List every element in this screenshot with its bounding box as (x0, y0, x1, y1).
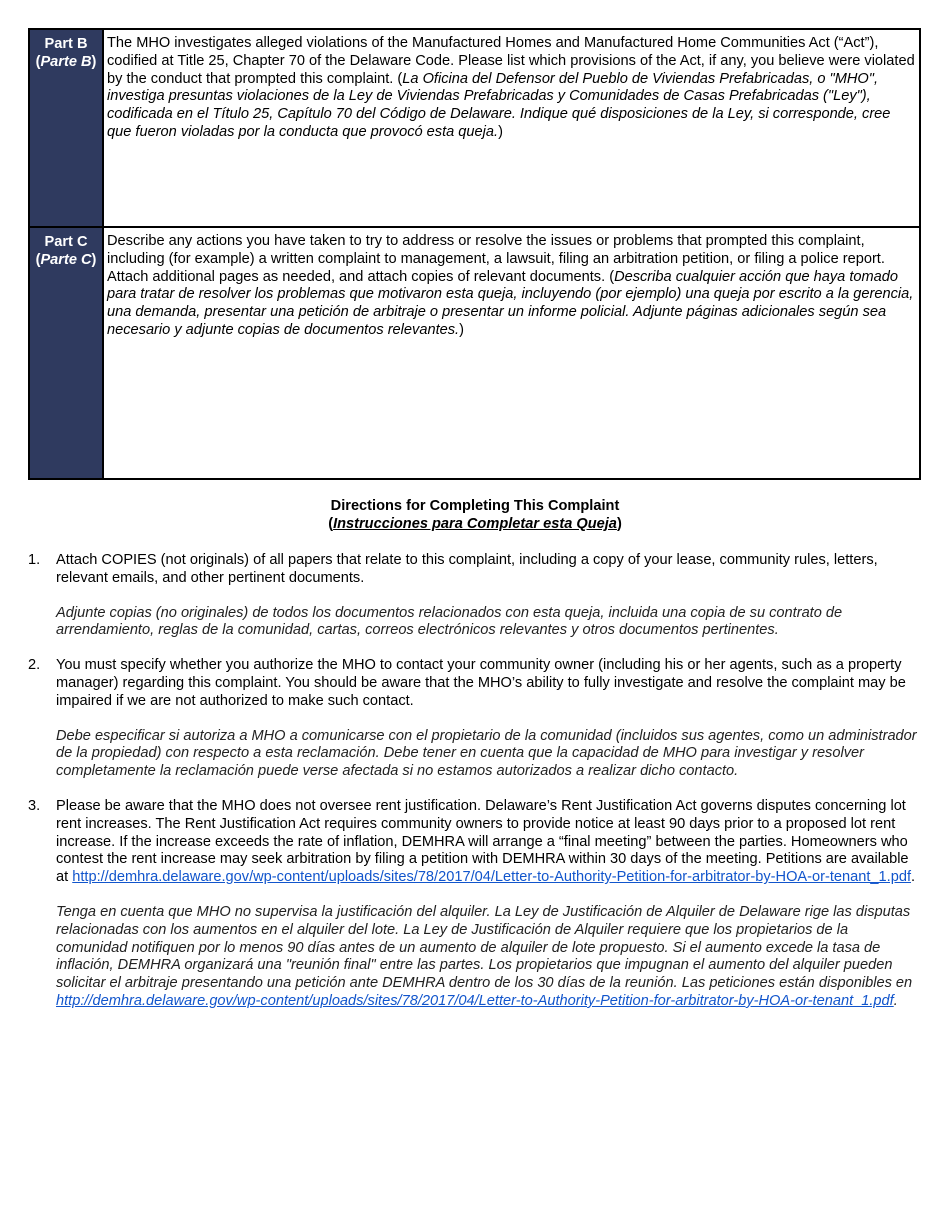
directions-heading: Directions for Completing This Complaint (Instrucciones para Completar esta Queja) (0, 498, 950, 534)
part-c-text-en: Describe any actions you have taken to try to address or resolve the issues or problems that prompted this complaint, including (for example) a written complaint to management, a lawsuit, filing an arbitration petition, or filing a police report. Attach additional pages as needed, and attach copies of relevant documents. ( (107, 233, 885, 285)
complaint-form-table (28, 28, 921, 480)
directions-title: Directions for Completing This Complaint (330, 498, 620, 514)
item-text-es: Adjunte copias (no originales) de todos los documentos relacionados con esta queja, incluida una copia de su contrato de arrendamiento, reglas de la comunidad, cartas, correos electrónicos relevantes y otros documentos pertinentes. (56, 604, 843, 639)
part-b-content[interactable]: The MHO investigates alleged violations of the Manufactured Homes and Manufactured Home Communities Act (“Act”), codified at Title 25, Chapter 70 of the Delaware Code. Please list which provisions of the Act, if any, you believe were violated by the conduct that prompted this complaint. (La Oficina del Defensor del Pueblo de Viviendas Prefabricadas, o "MHO", investiga presuntas violaciones de la Ley de Viviendas Prefabricadas y Comunidades de Casas Prefabricadas ("Ley"), codificada en el Título 25, Capítulo 70 del Código de Delaware. Indique qué disposiciones de la Ley, si corresponde, cree que fueron violadas por la conducta que provocó esta queja.) (107, 35, 915, 140)
part-b-label: Part B (44, 36, 88, 52)
part-b-row (30, 30, 919, 228)
part-c-label-es: Parte C (40, 251, 92, 268)
item-text-en: Attach COPIES (not originals) of all papers that relate to this complaint, including a copy of your lease, community rules, letters, relevant emails, and other pertinent documents. (56, 552, 878, 586)
part-b-label-cell: Part B (Parte B) (30, 30, 104, 226)
directions-subtitle: Instrucciones para Completar esta Queja (333, 515, 617, 532)
part-c-text-es: Describa cualquier acción que haya tomado para tratar de resolver los problemas que motivaron esta queja, incluyendo (por ejemplo) una queja por escrito a la gerencia, una demanda, presentar una petición de arbitraje o presentar un informe policial. Adjunte páginas adicionales según sea necesario y adjunte copias de documentos relevantes. (107, 268, 914, 338)
part-c-label-cell: Part C (Parte C) (30, 228, 104, 478)
item-text-es: Tenga en cuenta que MHO no supervisa la justificación del alquiler. La Ley de Justificación de Alquiler de Delaware rige las disputas relacionadas con los aumentos en el alquiler del lote. La Ley de Justificación de Alquiler requiere que los propietarios de la comunidad notifiquen por lo menos 90 días antes de un aumento de alquiler de lote propuesto. Si el aumento excede la tasa de inflación, DEMHRA organizará una "reunión final" entre las partes. Los propietarios que impugnan el aumento del alquiler pueden solicitar el arbitraje presentando una petición ante DEMHRA dentro de los 30 días de la reunión. Las peticiones están disponibles en (56, 903, 913, 992)
petition-link[interactable]: http://demhra.delaware.gov/wp-content/uploads/sites/78/2017/04/Letter-to-Authority-Petition-for-arbitrator-by-HOA-or-tenant_1.pdf (72, 869, 911, 886)
part-c-content[interactable]: Describe any actions you have taken to try to address or resolve the issues or problems that prompted this complaint, including (for example) a written complaint to management, a lawsuit, filing an arbitration petition, or filing a police report. Attach additional pages as needed, and attach copies of relevant documents. (Describa cualquier acción que haya tomado para tratar de resolver los problemas que motivaron esta queja, incluyendo (por ejemplo) una queja por escrito a la gerencia, una demanda, presentar una petición de arbitraje o presentar un informe policial. Adjunte páginas adicionales según sea necesario y adjunte copias de documentos relevantes.) (107, 233, 914, 338)
part-b-label-es: Parte B (40, 53, 92, 70)
item-text-en: You must specify whether you authorize the MHO to contact your community owner (including his or her agents, such as a property manager) regarding this complaint. You should be aware that the MHO’s ability to fully investigate and resolve the complaint may be impaired if we are not authorized to make such contact. (56, 657, 906, 709)
item-number: 2. (28, 657, 41, 674)
item-number: 1. (28, 552, 41, 568)
part-b-text-en: The MHO investigates alleged violations of the Manufactured Homes and Manufactured Home Communities Act (“Act”), codified at Title 25, Chapter 70 of the Delaware Code. Please list which provisions of the Act, if any, you believe were violated by the conduct that prompted this complaint. ( (107, 35, 915, 87)
item-text-es: Debe especificar si autoriza a MHO a comunicarse con el propietario de la comunidad (incluidos sus agentes, como un administrador de la propiedad) con respecto a esta reclamación. Debe tener en cuenta que la capacidad de MHO para investigar y resolver completamente la reclamación puede verse afectada si no estamos autorizados a realizar dicho contacto. (56, 727, 917, 780)
list-item (28, 657, 923, 781)
item-text-en: Please be aware that the MHO does not oversee rent justification. Delaware’s Rent Justification Act governs disputes concerning lot rent increases. The Rent Justification Act requires community owners to provide notice at least 90 days prior to a proposed lot rent increase. If the increase exceeds the rate of inflation, DEMHRA will arrange a “final meeting” between the parties. Homeowners who contest the rent increase may seek arbitration by filing a petition with DEMHRA within 30 days of the meeting. Petitions are available at (56, 797, 909, 886)
part-c-row (30, 228, 919, 478)
directions-list (28, 552, 923, 1028)
list-item (28, 552, 923, 640)
part-c-label: Part C (44, 234, 88, 250)
part-b-text-es: La Oficina del Defensor del Pueblo de Viviendas Prefabricadas, o "MHO", investiga presuntas violaciones de la Ley de Viviendas Prefabricadas y Comunidades de Casas Prefabricadas ("Ley"), codificada en el Título 25, Capítulo 70 del Código de Delaware. Indique qué disposiciones de la Ley, si corresponde, cree que fueron violadas por la conducta que provocó esta queja. (107, 70, 891, 140)
list-item: 3. Please be aware that the MHO does not oversee rent justification. Delaware’s Rent Justification Act governs disputes concerning lot rent increases. The Rent Justification Act requires community owners to provide notice at least 90 days prior to a proposed lot rent increase. If the increase exceeds the rate of inflation, DEMHRA will arrange a “final meeting” between the parties. Homeowners who contest the rent increase may seek arbitration by filing a petition with DEMHRA within 30 days of the meeting. Petitions are available at http://demhra.delaware.gov/wp-content/uploads/sites/78/2017/04/Letter-to-Authority-Petition-for-arbitrator-by-HOA-or-tenant_1.pdf. Tenga en cuenta que MHO no supervisa la justificación del alquiler. La Ley de Justificación de Alquiler de Delaware rige las disputas relacionadas con los aumentos en el alquiler del lote. La Ley de Justificación de Alquiler requiere que los propietarios de la comunidad notifiquen por lo menos 90 días antes de un aumento de alquiler de lote propuesto. Si el aumento excede la tasa de inflación, DEMHRA organizará una "reunión final" entre las partes. Los propietarios que impugnan el aumento del alquiler pueden solicitar el arbitraje presentando una petición ante DEMHRA dentro de los 30 días de la reunión. Las peticiones están disponibles en http://demhra.delaware.gov/wp-content/uploads/sites/78/2017/04/Letter-to-Authority-Petition-for-arbitrator-by-HOA-or-tenant_1.pdf. (28, 797, 916, 1009)
petition-link-es[interactable]: http://demhra.delaware.gov/wp-content/uploads/sites/78/2017/04/Letter-to-Authority-Petition-for-arbitrator-by-HOA-or-tenant_1.pdf (56, 992, 894, 1009)
item-number: 3. (28, 797, 41, 814)
